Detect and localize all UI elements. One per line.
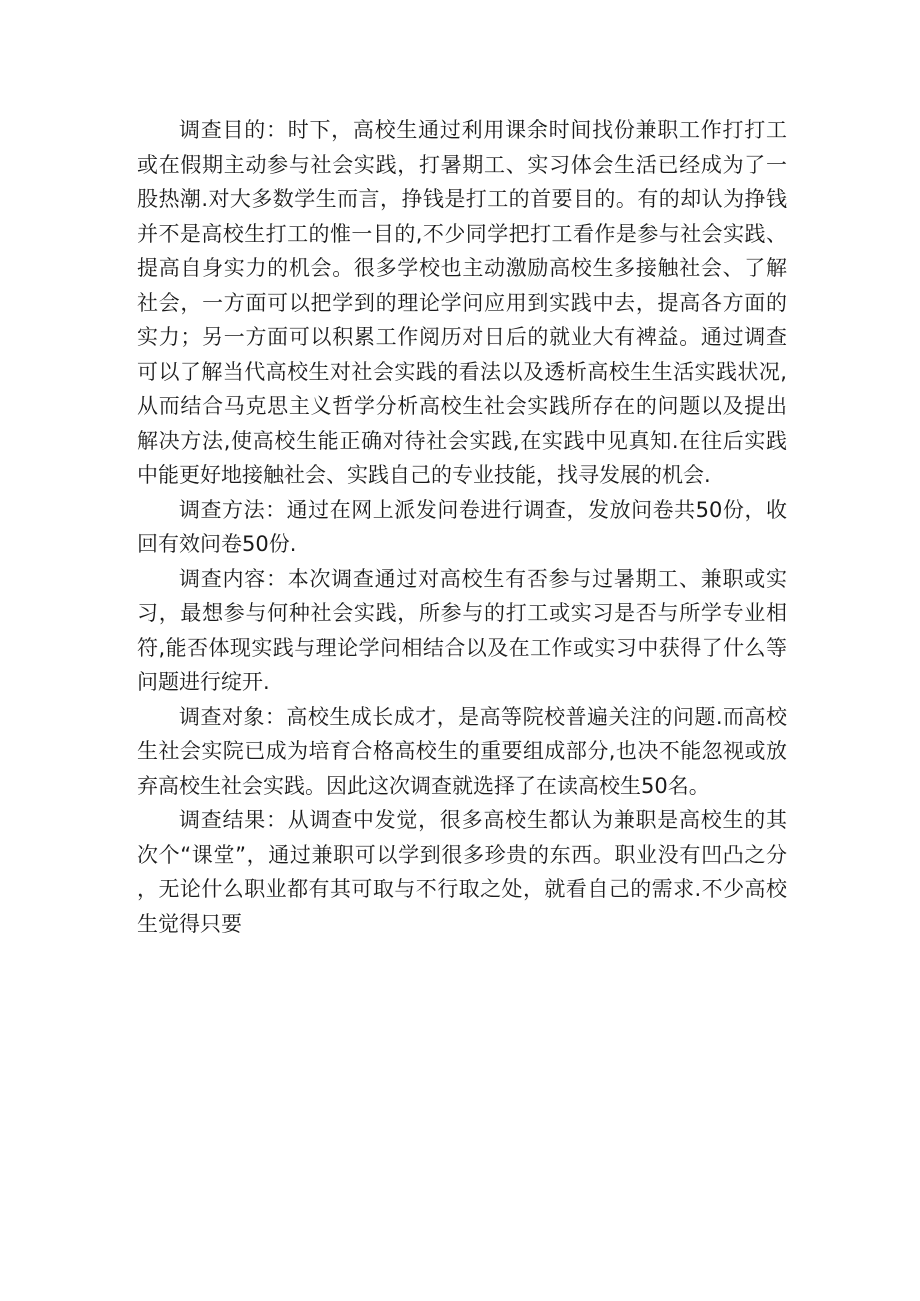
document-body (137, 113, 787, 941)
paragraph-method: 调查方法：通过在网上派发问卷进行调查，发放问卷共50份，收回有效问卷50份. (137, 497, 787, 556)
paragraph-subjects: 调查对象：高校生成长成才，是高等院校普遍关注的问题.而高校生社会实院已成为培育合格高校生的重要组成部分,也决不能忽视或放弃高校生社会实践。因此这次调查就选择了在读高校生50名。 (137, 704, 787, 798)
paragraph-results: 调查结果：从调查中发觉，很多高校生都认为兼职是高校生的其次个“课堂”，通过兼职可以学到很多珍贵的东西。职业没有凹凸之分，无论什么职业都有其可取与不行取之处，就看自己的需求.不少高校生觉得只要 (137, 808, 787, 936)
paragraph-purpose: 调查目的：时下，高校生通过利用课余时间找份兼职工作打打工或在假期主动参与社会实践，打暑期工、实习体会生活已经成为了一股热潮.对大多数学生而言，挣钱是打工的首要目的。有的却认为挣钱并不是高校生打工的惟一目的,不少同学把打工看作是参与社会实践、提高自身实力的机会。很多学校也主动激励高校生多接触社会、了解社会，一方面可以把学到的理论学问应用到实践中去，提高各方面的实力；另一方面可以积累工作阅历对日后的就业大有裨益。通过调查可以了解当代高校生对社会实践的看法以及透析高校生生活实践状况,从而结合马克思主义哲学分析高校生社会实践所存在的问题以及提出解决方法,使高校生能正确对待社会实践,在实践中见真知.在往后实践中能更好地接触社会、实践自己的专业技能，找寻发展的机会. (137, 118, 787, 487)
paragraph-content: 调查内容：本次调查通过对高校生有否参与过暑期工、兼职或实习，最想参与何种社会实践，所参与的打工或实习是否与所学专业相符,能否体现实践与理论学问相结合以及在工作或实习中获得了什么等问题进行绽开. (137, 566, 787, 694)
